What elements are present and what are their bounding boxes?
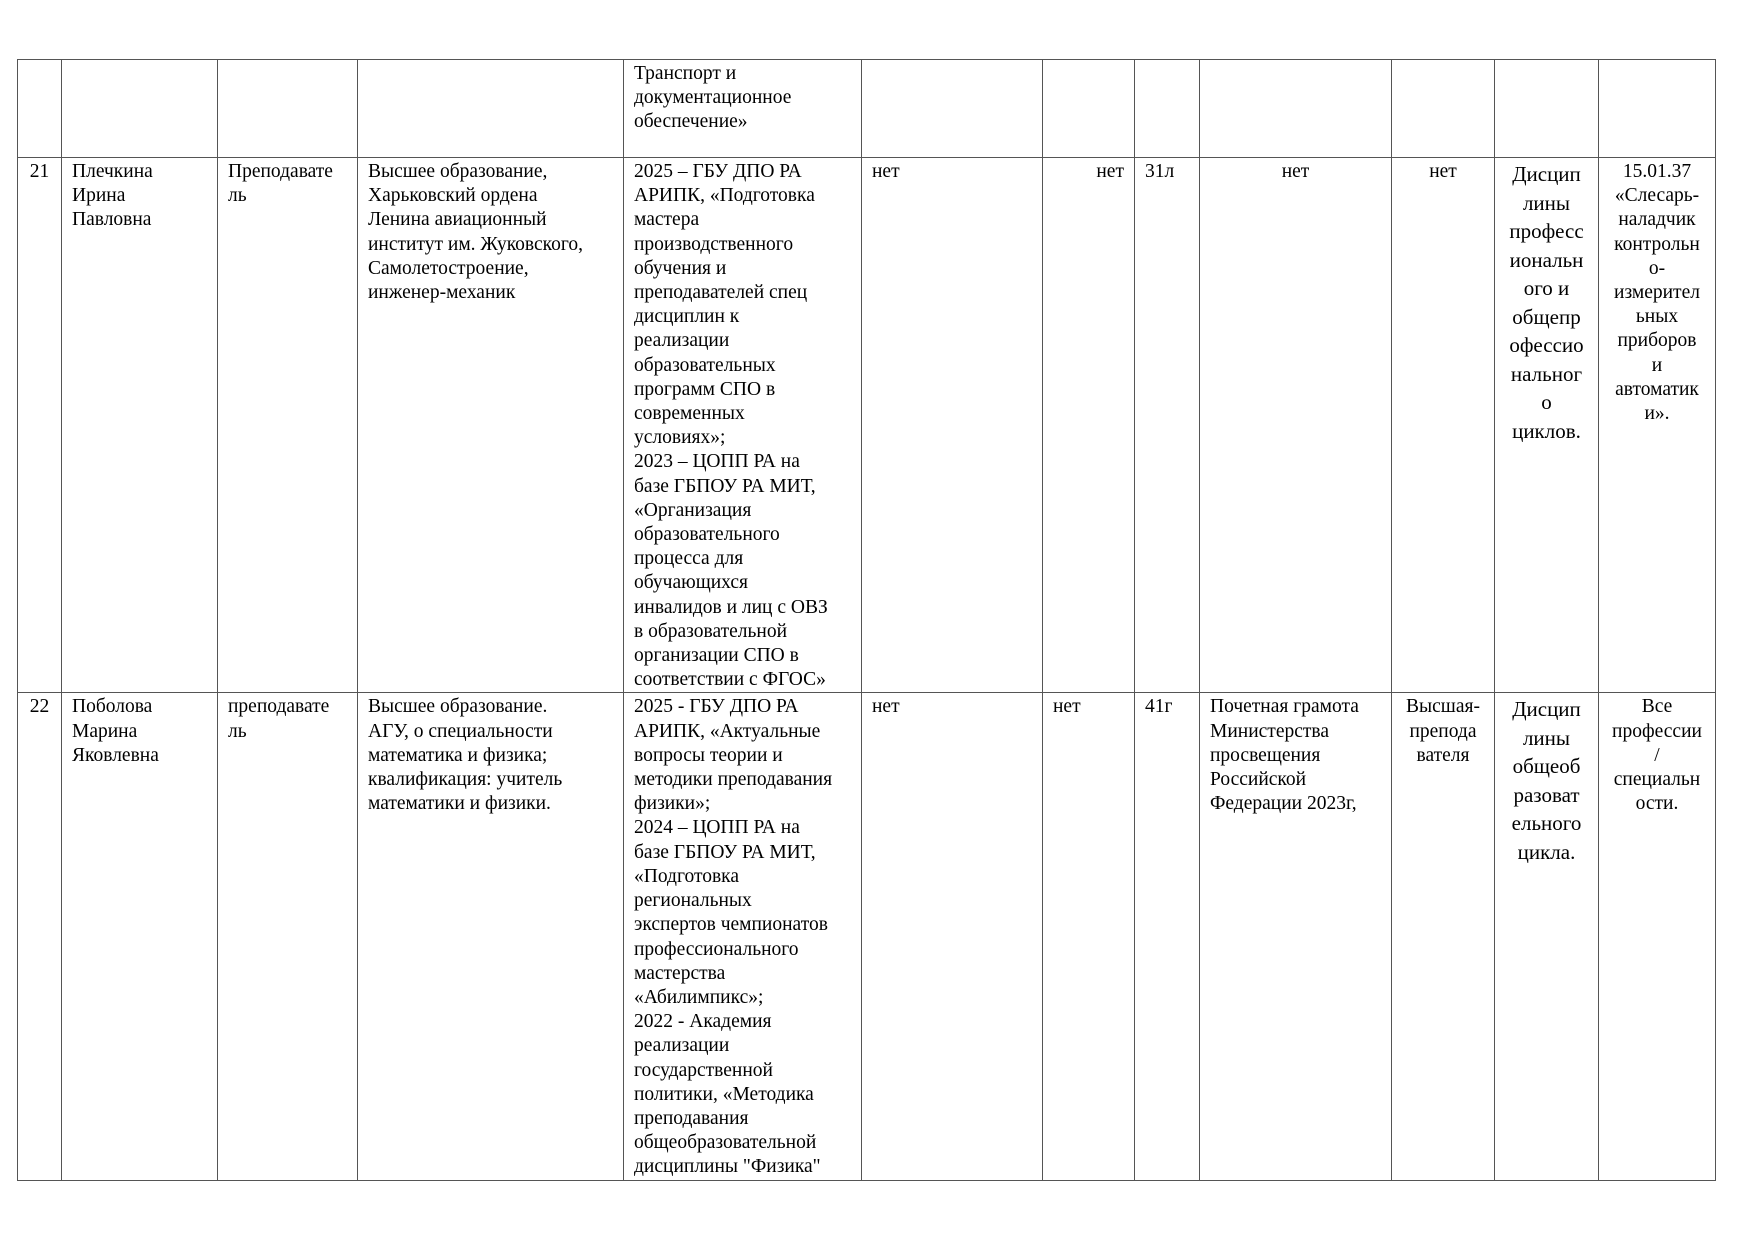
cell-num: 22 (18, 693, 62, 1180)
cell-title (1043, 60, 1135, 158)
cell-disciplines (1495, 60, 1599, 158)
cell-training: 2025 – ГБУ ДПО РА АРИПК, «Подготовка мастера производственного обучения и преподавателей спец дисциплин к реализации образовательных программ СПО в современных условиях»; 2023 – ЦОПП РА на базе ГБПОУ РА МИТ, «Организация образовательного процесса для обучающихся инвалидов и лиц с ОВЗ в образовательной организации СПО в соответствии с ФГОС» (624, 158, 862, 693)
cell-position: преподавате ль (218, 693, 358, 1180)
cell-category: нет (1392, 158, 1495, 693)
cell-programs: Все профессии / специальн ости. (1599, 693, 1716, 1180)
table-row (18, 158, 1716, 693)
cell-category (1392, 60, 1495, 158)
cell-position: Преподавате ль (218, 158, 358, 693)
cell-name (62, 60, 218, 158)
cell-degree: нет (862, 158, 1043, 693)
cell-num: 21 (18, 158, 62, 693)
cell-education: Высшее образование, Харьковский ордена Ленина авиационный институт им. Жуковского, Самолетостроение, инженер-механик (358, 158, 624, 693)
table-row (18, 693, 1716, 1180)
cell-title: нет (1043, 158, 1135, 693)
cell-awards: Почетная грамота Министерства просвещения Российской Федерации 2023г, (1200, 693, 1392, 1180)
cell-degree: нет (862, 693, 1043, 1180)
cell-disciplines: Дисцип лины професс иональн ого и общепр офессио нальног о циклов. (1495, 158, 1599, 693)
cell-education (358, 60, 624, 158)
cell-num (18, 60, 62, 158)
cell-awards (1200, 60, 1392, 158)
table-row (18, 60, 1716, 158)
cell-experience: 41г (1135, 693, 1200, 1180)
staff-table (17, 59, 1716, 1181)
cell-training: 2025 - ГБУ ДПО РА АРИПК, «Актуальные вопросы теории и методики преподавания физики»; 2024 – ЦОПП РА на базе ГБПОУ РА МИТ, «Подготовка региональных экспертов чемпионатов профессионального мастерства «Абилимпикс»; 2022 - Академия реализации государственной политики, «Методика преподавания общеобразовательной дисциплины "Физика" (624, 693, 862, 1180)
cell-experience (1135, 60, 1200, 158)
cell-programs: 15.01.37 «Слесарь- наладчик контрольн о- измерител ьных приборов и автоматик и». (1599, 158, 1716, 693)
cell-training: Транспорт и документационное обеспечение» (624, 60, 862, 158)
cell-name: Плечкина Ирина Павловна (62, 158, 218, 693)
cell-category: Высшая- преподa вателя (1392, 693, 1495, 1180)
cell-education: Высшее образование. АГУ, о специальности математика и физика; квалификация: учитель математики и физики. (358, 693, 624, 1180)
cell-awards: нет (1200, 158, 1392, 693)
cell-experience: 31л (1135, 158, 1200, 693)
cell-name: Поболова Марина Яковлевна (62, 693, 218, 1180)
cell-position (218, 60, 358, 158)
cell-disciplines: Дисцип лины общеоб разоват ельного цикла. (1495, 693, 1599, 1180)
cell-degree (862, 60, 1043, 158)
cell-programs (1599, 60, 1716, 158)
cell-title: нет (1043, 693, 1135, 1180)
